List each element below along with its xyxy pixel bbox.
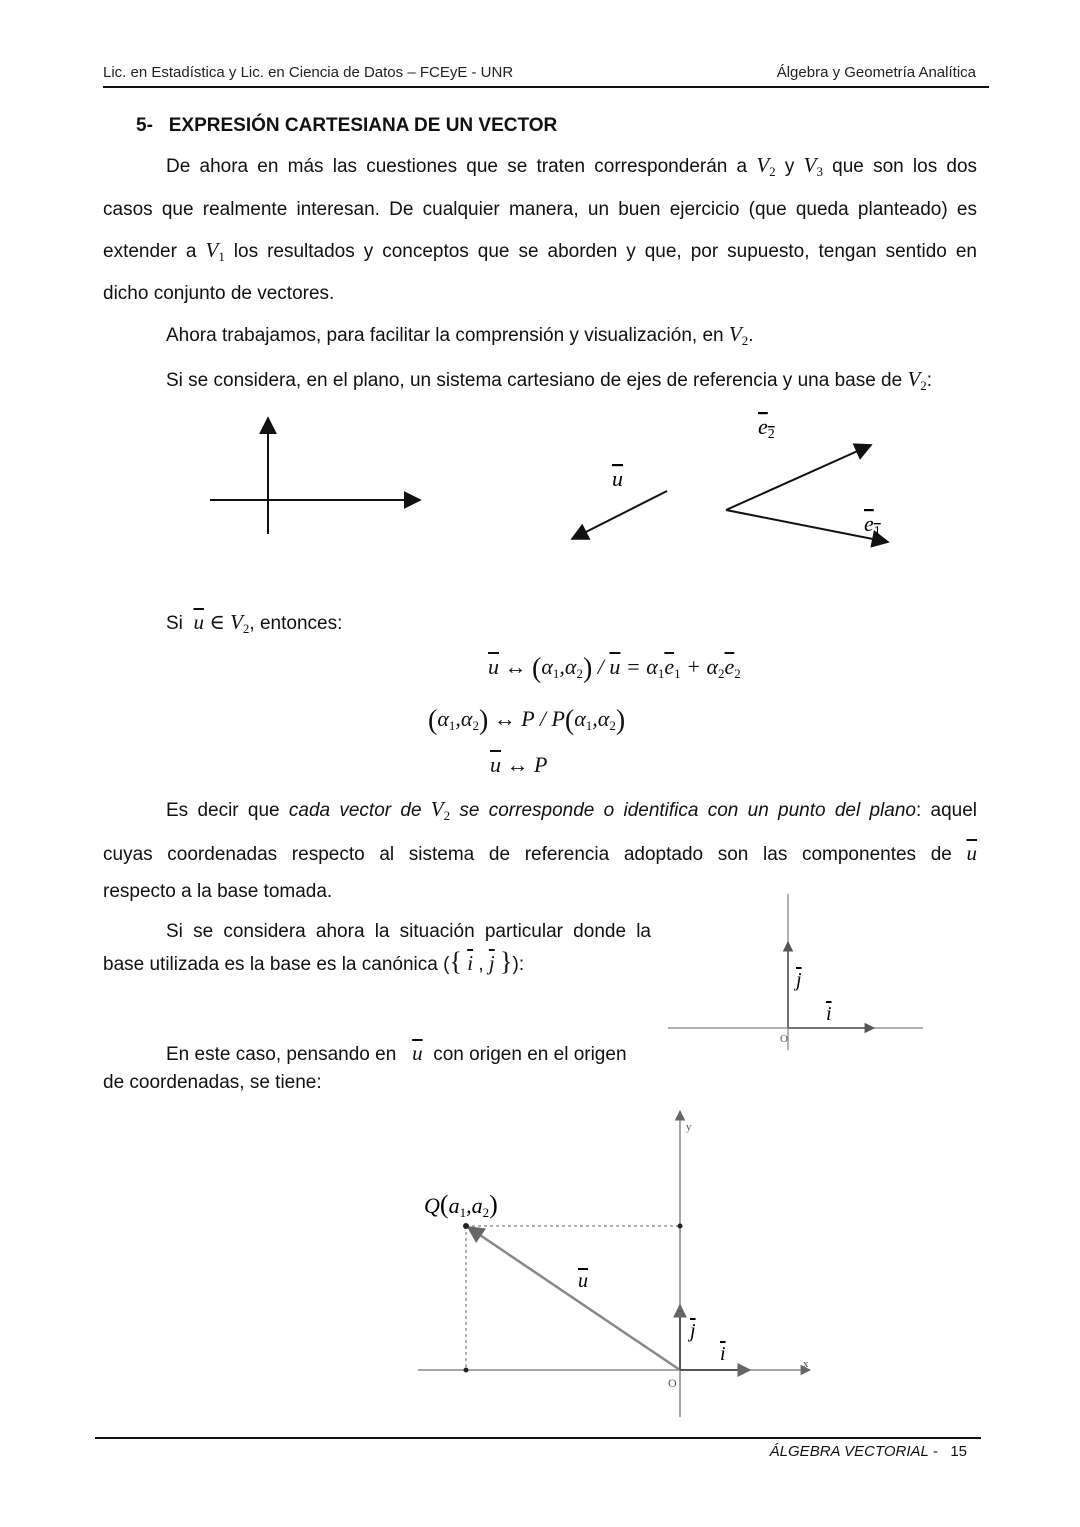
figure-base-vectors xyxy=(0,400,1080,560)
label-u-2: u xyxy=(578,1270,588,1292)
para7-line1: En este caso, pensando en $\overline{u}$ con origen en el origen xyxy=(166,1041,627,1065)
para5-line3: respecto a la base tomada. xyxy=(103,881,333,902)
para1-line1: De ahora en más las cuestiones que se traten corresponderán a $V_2$ y $V_3$ que son los dos xyxy=(166,153,978,179)
para6-line1: Si se considera ahora la situación particular donde la xyxy=(166,921,651,942)
para7-line2: de coordenadas, se tiene: xyxy=(103,1072,322,1093)
label-origin-2: O xyxy=(668,1376,677,1390)
formula-1: $\overline{u}$ ↔ $(\alpha_1,\alpha_2) / \overline{u} = \alpha_1\overline{e}_1 + \alpha_2\overline{e}_2$ xyxy=(488,653,741,684)
label-j: j xyxy=(796,969,802,991)
symbol-v1: $V_1$ xyxy=(205,238,225,264)
para1-line3: extender a $V_1$ los resultados y conceptos que se aborden y que, por supuesto, tengan sentido en xyxy=(103,238,977,264)
section-title xyxy=(136,115,557,137)
para3: Si se considera, en el plano, un sistema cartesiano de ejes de referencia y una base de $V_2$: xyxy=(166,367,933,393)
header-right: Álgebra y Geometría Analítica xyxy=(776,64,976,81)
label-i-2: i xyxy=(720,1343,726,1365)
label-i: i xyxy=(826,1003,832,1025)
footer-rule xyxy=(95,1437,981,1439)
formula-2: $(\alpha_1,\alpha_2)$ ↔ P / $P(\alpha_1,\alpha_2)$ xyxy=(428,705,626,736)
para2: Ahora trabajamos, para facilitar la comprensión y visualización, en $V_2$. xyxy=(166,322,754,348)
header-left: Lic. en Estadística y Lic. en Ciencia de Datos – FCEyE - UNR xyxy=(103,64,514,81)
para6-line2: base utilizada es la base es la canónica ({ $\overline{i}$ , $\overline{j}$ }): xyxy=(103,947,525,976)
label-x: x xyxy=(803,1358,809,1370)
para4: Si $\overline{u}$ ∈ $V_2$, entonces: xyxy=(166,610,343,636)
label-j-2: j xyxy=(690,1320,696,1342)
para1-line2: casos que realmente interesan. De cualquier manera, un buen ejercicio (que queda planteado) es xyxy=(103,199,977,220)
formula-3: $\overline{u}$ ↔ P xyxy=(490,752,548,777)
label-origin: O xyxy=(780,1033,788,1045)
base-vectors xyxy=(726,414,888,542)
symbol-v2: $V_2$ xyxy=(756,153,776,179)
section-title-text: EXPRESIÓN CARTESIANA DE UN VECTOR xyxy=(168,115,558,136)
footer-label: ÁLGEBRA VECTORIAL - xyxy=(769,1443,938,1460)
vector-u xyxy=(572,466,667,539)
label-e1: e1 xyxy=(864,511,881,539)
label-e2: e2 xyxy=(758,414,775,442)
label-y: y xyxy=(686,1121,692,1133)
page-number: 15 xyxy=(950,1443,967,1460)
label-u: u xyxy=(612,466,623,491)
para5-line2: cuyas coordenadas respecto al sistema de referencia adoptado son las componentes de $\overline{u}$ xyxy=(103,841,978,865)
symbol-v3: $V_3$ xyxy=(803,153,823,179)
header-rule xyxy=(103,86,989,88)
label-Q: Q(a1,a2) xyxy=(424,1190,498,1220)
footer xyxy=(770,1443,967,1460)
cartesian-axes xyxy=(210,418,420,534)
figure-canonical-base xyxy=(660,890,930,1055)
para5-line1: Es decir que cada vector de $V_2$ se corresponde o identifica con un punto del plano: aquel xyxy=(166,797,978,823)
section-number: 5- xyxy=(136,115,153,136)
para1-line4: dicho conjunto de vectores. xyxy=(103,283,335,304)
figure-vector-components xyxy=(410,1105,830,1425)
